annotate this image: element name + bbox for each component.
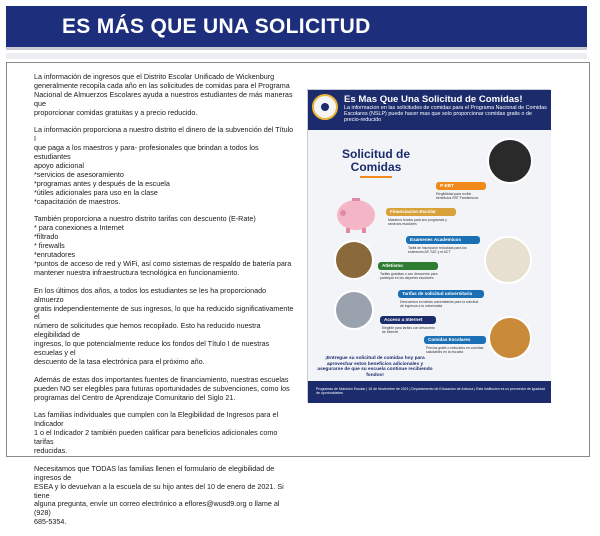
sports-balls-icon	[334, 240, 374, 280]
label-pebt	[436, 182, 486, 190]
label-internet	[380, 316, 436, 324]
label-examenes	[406, 236, 480, 244]
label-financiacion-desc: Maestros fondos para sus programas y servicios escolares	[388, 218, 447, 226]
label-comidas-title: Comidas Escolares	[428, 337, 471, 342]
label-comidas-desc: Precios gratis o reducidos en comidas saludables en la escuela	[426, 346, 484, 354]
label-internet-desc: Elegible para tarifas con descuento de Internet	[382, 326, 435, 334]
label-universidad	[398, 290, 484, 298]
label-financiacion-title: Financiacion Escolar	[390, 209, 436, 214]
ade-logo-icon	[312, 94, 338, 120]
flyer-footer-text: Programas de Nutricion Escolar | 16 de Noviembre de 2021 | Departamento de Educacion de Arizona | Esta institucion es un proveedor de igualdad de oportunidades	[316, 387, 546, 396]
paragraph-e-rate: También proporciona a nuestro distrito tarifas con descuento (E-Rate) * para conexiones a Internet *filtrado * firewalls *enrutadores *puntos de acceso de red y WiFi, así como sistemas de respaldo de batería para mantener nuestra infraestructura tecnológica en funcionamiento.	[34, 214, 292, 277]
school-meal-icon	[488, 316, 532, 360]
label-examenes-title: Examenes Academicos	[410, 237, 461, 242]
pebt-card-icon	[487, 138, 533, 184]
title-banner	[6, 6, 587, 50]
page-title: ES MÁS QUE UNA SOLICITUD	[62, 14, 371, 38]
flyer-subtitle: La informacion en las solicitudes de comidas para el Programa Nacional de Comidas Escolares (NSLP) puede hacer mas que solo proporcionar comidas gratis o de precio-reducido	[344, 105, 547, 123]
label-atletismo	[378, 262, 438, 270]
paragraph-intro: La información de ingresos que el Distrito Escolar Unificado de Wickenburg generalmente recopila cada año en las solicitudes de comidas para el Programa Nacional de Almuerzos Escolares ayuda a nuestros estudiantes de más maneras que proporcionar comidas gratuitas y a precio reducido.	[34, 72, 293, 117]
flyer-header	[308, 90, 551, 130]
paragraph-title-i: La información proporciona a nuestro distrito el dinero de la subvención del Título I que paga a los maestros y para- profesionales que brindan a todos los estudiantes apoyo adicional *servicios de asesoramiento *programas antes y después de la escuela *útiles adicionales para uso en la clase *capacitación de maestros.	[34, 125, 294, 206]
label-internet-title: Acceso a Internet	[384, 317, 423, 322]
label-financiacion	[386, 208, 456, 216]
flyer-title: Es Mas Que Una Solicitud de Comidas!	[344, 94, 523, 105]
college-application-icon	[484, 236, 532, 284]
laptop-icon	[334, 290, 374, 330]
label-examenes-desc: Tarifa de inscripcion reducidas para los examenes AP, SAT y el ACT	[408, 246, 467, 254]
paragraph-free-lunch: En los últimos dos años, a todos los estudiantes se les ha proporcionado almuerzo gratis independientemente de sus ingresos, lo que ha reducido significativamente el número de solicitudes que hemos recopilado. Esto ha reducido nuestra elegibilidad de ingresos, lo que potencialmente reduce los fondos del Título I de nuestras escuelas y el descuento de la tasa electrónica para el próximo año.	[34, 285, 294, 366]
paragraph-grants: Además de estas dos importantes fuentes de financiamiento, nuestras escuelas pueden NO ser elegibles para futuras oportunidades de subvenciones, como los programas del Centro de Aprendizaje Comunitario del Siglo 21.	[34, 374, 290, 402]
label-atletismo-desc: Tarifas gratuitas o con descuento para participar en los deportes escolares	[380, 272, 438, 280]
label-comidas	[424, 336, 486, 344]
flyer-image	[307, 89, 550, 402]
flyer-call-to-action: ¡Entregue su solicitud de comidas hoy para aprovechar estos beneficios adicionales y asegurarse de que su escuela continue recibiendo fondos!	[317, 356, 433, 378]
body-text	[34, 73, 296, 536]
heading-underline	[360, 176, 392, 178]
title-underbar	[6, 53, 587, 59]
flyer-heading: Solicitud de Comidas	[341, 147, 410, 174]
flyer-footer	[308, 381, 551, 403]
paragraph-eligibility: Las familias individuales que cumplen con la Elegibilidad de Ingresos para el Indicador 1 o el Indicador 2 también pueden calificar para beneficios adicionales como tarifas reducidas.	[34, 410, 279, 455]
label-universidad-desc: Descuentos en tarifas universitarias para la solicitud de ingresos a la universidad	[400, 300, 479, 308]
piggy-bank-icon	[334, 194, 378, 234]
label-pebt-desc: Elegibilidad para recibir beneficios EBT Pandemicos	[436, 192, 479, 200]
label-universidad-title: Tarifas de solicitud universitaria	[402, 291, 473, 296]
label-pebt-title: P-EBT	[440, 183, 454, 188]
paragraph-contact: Necesitamos que TODAS las familias llenen el formulario de elegibilidad de ingresos de ESEA y lo devuelvan a la escuela de su hijo antes del 10 de enero de 2021. Si tiene alguna pregunta, envíe un correo electrónico a eflores@wusd9.org o llame al (928) 685-5354.	[34, 463, 284, 527]
label-atletismo-title: Atletismo	[382, 263, 403, 268]
